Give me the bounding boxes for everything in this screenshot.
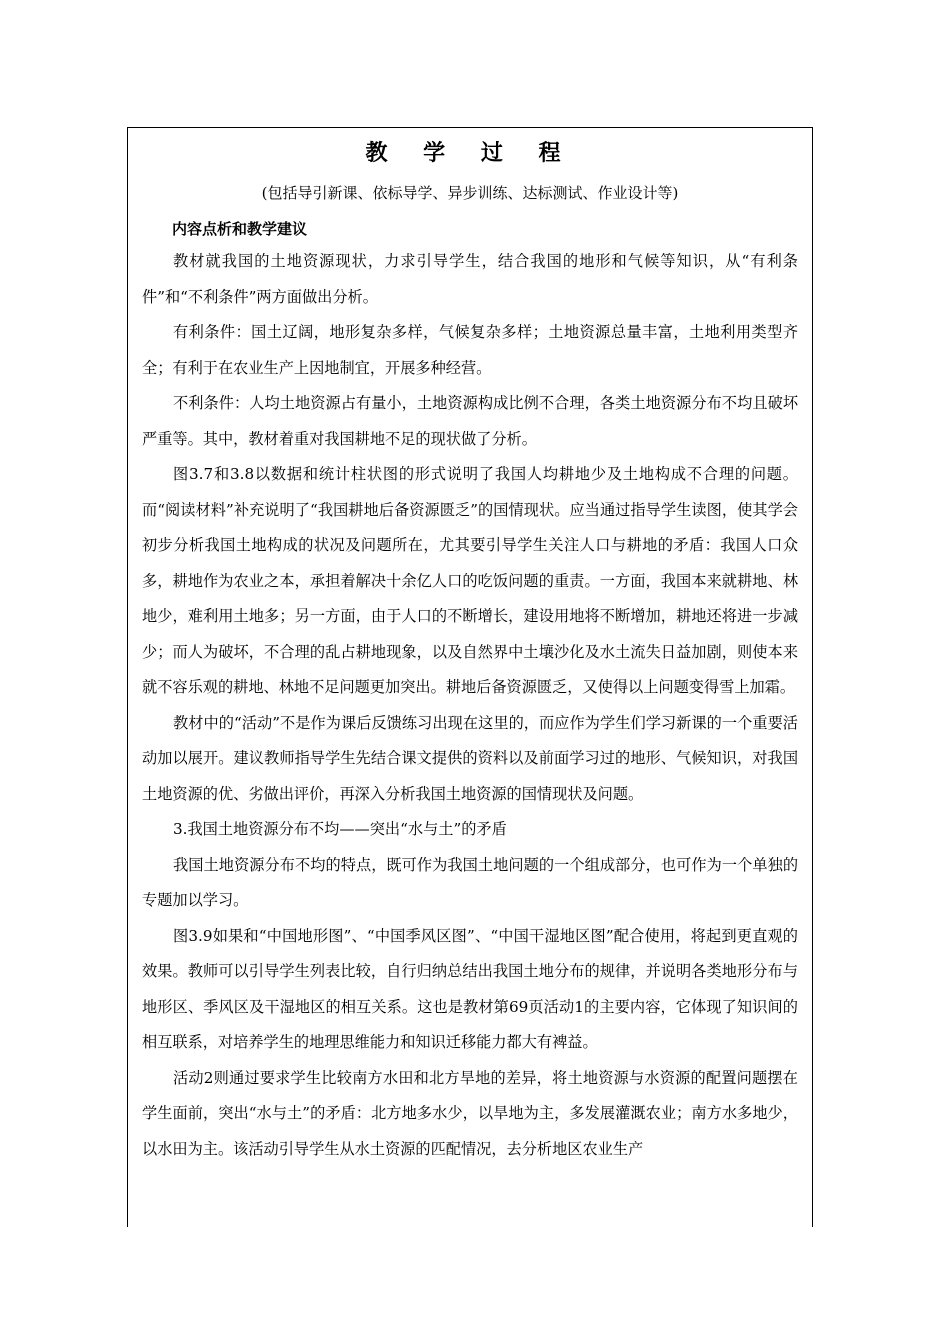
paragraph: 图3.7和3.8以数据和统计柱状图的形式说明了我国人均耕地少及土地构成不合理的问题。而“阅读材料”补充说明了“我国耕地后备资源匮乏”的国情现状。应当通过指导学生读图，使其学会初步分析我国土地构成的状况及问题所在，尤其要引导学生关注人口与耕地的矛盾：我国人口众多，耕地作为农业之本，承担着解决十余亿人口的吃饭问题的重责。一方面，我国本来就耕地、林地少，难利用土地多；另一方面，由于人口的不断增长，建设用地将不断增加，耕地还将进一步减少；而人为破坏，不合理的乱占耕地现象，以及自然界中土壤沙化及水土流失日益加剧，则使本来就不容乐观的耕地、林地不足问题更加突出。耕地后备资源匮乏，又使得以上问题变得雪上加霜。 bbox=[142, 465, 798, 696]
paragraph: 教材就我国的土地资源现状，力求引导学生，结合我国的地形和气候等知识，从“有利条件”和“不利条件”两方面做出分析。 bbox=[142, 252, 798, 306]
paragraph: 我国土地资源分布不均的特点，既可作为我国土地问题的一个组成部分，也可作为一个单独的专题加以学习。 bbox=[142, 855, 798, 909]
page-subtitle: (包括导引新课、依标导学、异步训练、达标测试、作业设计等) bbox=[261, 184, 679, 202]
paragraph: 教材中的“活动”不是作为课后反馈练习出现在这里的，而应作为学生们学习新课的一个重要活动加以展开。建议教师指导学生先结合课文提供的资料以及前面学习过的地形、气候知识，对我国土地资源的优、劣做出评价，再深入分析我国土地资源的国情现状及问题。 bbox=[142, 713, 798, 803]
section-heading: 内容点析和教学建议 bbox=[172, 220, 308, 238]
paragraph: 图3.9如果和“中国地形图”、“中国季风区图”、“中国干湿地区图”配合使用，将起到更直观的效果。教师可以引导学生列表比较，自行归纳总结出我国土地分布的规律，并说明各类地形分布与地形区、季风区及干湿地区的相互关系。这也是教材第69页活动1的主要内容，它体现了知识间的相互联系，对培养学生的地理思维能力和知识迁移能力都大有裨益。 bbox=[142, 926, 798, 1051]
paragraph: 不利条件：人均土地资源占有量小，土地资源构成比例不合理，各类土地资源分布不均且破坏严重等。其中，教材着重对我国耕地不足的现状做了分析。 bbox=[142, 394, 798, 448]
page-title: 教 学 过 程 bbox=[365, 140, 575, 166]
subsection-heading: 3.我国土地资源分布不均——突出“水与土”的矛盾 bbox=[173, 820, 507, 838]
lesson-content-frame bbox=[127, 127, 813, 1227]
paragraph: 活动2则通过要求学生比较南方水田和北方旱地的差异，将土地资源与水资源的配置问题摆在学生面前，突出“水与土”的矛盾：北方地多水少，以旱地为主，多发展灌溉农业；南方水多地少，以水田为主。该活动引导学生从水土资源的匹配情况，去分析地区农业生产 bbox=[142, 1068, 798, 1158]
paragraph: 有利条件：国土辽阔，地形复杂多样，气候复杂多样；土地资源总量丰富，土地利用类型齐全；有利于在农业生产上因地制宜，开展多种经营。 bbox=[142, 323, 798, 377]
